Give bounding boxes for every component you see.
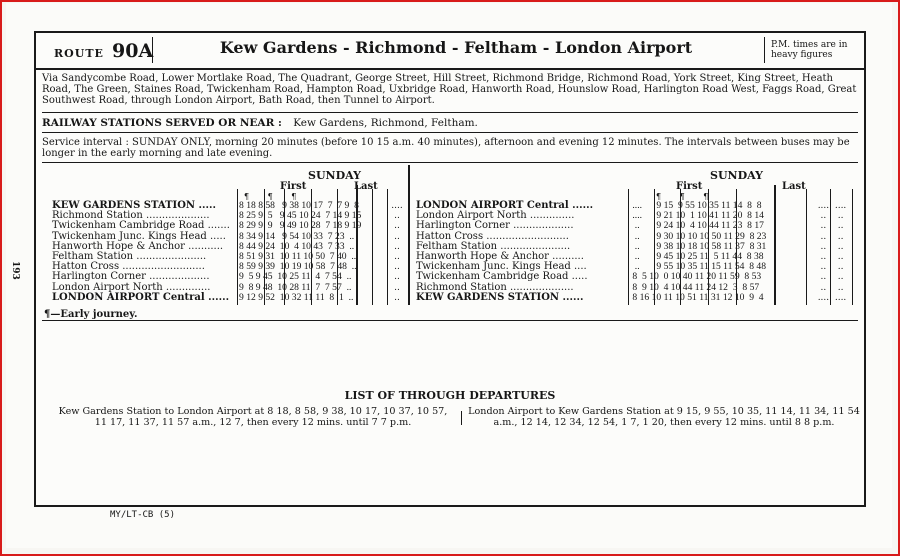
pm-note-box (764, 37, 859, 63)
through-departures-title: LIST OF THROUGH DEPARTURES (344, 389, 556, 402)
stop-name: Hatton Cross .......................... (52, 261, 205, 273)
time-row: .. 9 45 10 25 11 5 11 44 8 38 (630, 250, 764, 262)
time-row: 8 16 10 11 10 51 11 31 12 10 9 4 (630, 291, 764, 303)
time-row: .... 9 15 9 55 10 35 11 14 8 8 (630, 200, 762, 211)
last-heading: Last (782, 181, 806, 192)
column-rule (628, 189, 629, 305)
route-title: Kew Gardens - Richmond - Feltham - London Airport (219, 38, 693, 57)
column-rule (237, 189, 238, 305)
stop-name: Richmond Station .................... (416, 281, 574, 293)
column-rule-bold (356, 185, 358, 305)
divider (42, 132, 858, 133)
empty-column: .... .. .. .. .. .. .. .. .. .. (391, 201, 403, 303)
route-number: 90A (112, 40, 154, 62)
route-header (36, 33, 864, 70)
time-grid (239, 201, 389, 303)
time-grid (630, 201, 806, 303)
time-row: 8 51 9 31 10 11 10 50 7 40 .. (239, 250, 357, 262)
column-rule (387, 189, 388, 305)
time-row: .. 9 24 10 4 10 44 11 23 8 17 (630, 220, 764, 232)
via-route-text: Via Sandycombe Road, Lower Mortlake Road, The Quadrant, George Street, Hill Street, Richmond Bridge, Richmond Road, York Street, King Street, Heath Road, The Green, Staines Road, Twickenham Road, Hampton Road, Uxbridge Road, Hanworth Road, Hounslow Road, Harlington Road West, Faggs Road, Great Southwest Road, through London Airport, Bath Road, then Tunnel to Airport. (42, 73, 857, 106)
column-rule (736, 189, 737, 305)
stop-name: Twickenham Junc. Kings Head .... (416, 261, 587, 273)
stop-name: Hanworth Hope & Anchor ........... (52, 240, 224, 252)
timetable-outbound (36, 163, 406, 309)
stop-list (416, 201, 602, 303)
column-rule (830, 189, 831, 305)
time-row: .. 9 55 10 35 11 15 11 54 8 48 (630, 261, 766, 273)
timetable-card (34, 31, 866, 507)
railway-stations (42, 117, 478, 129)
time-row: 8 44 9 24 10 4 10 43 7 33 .. (239, 240, 355, 252)
column-rule (372, 189, 373, 305)
time-row: 9 5 9 45 10 25 11 4 7 54 .. (239, 271, 352, 283)
day-heading: SUNDAY (308, 169, 361, 182)
stop-name: London Airport North .............. (52, 281, 211, 293)
stop-name: Twickenham Cambridge Road ....... (52, 220, 230, 232)
divider (42, 320, 858, 321)
pm-note: P.M. times are in heavy figures (771, 40, 848, 60)
print-code: MY/LT-CB (5) (110, 510, 176, 520)
route-box (42, 37, 153, 63)
document-sheet (6, 3, 892, 548)
time-row: 8 9 10 4 10 44 11 24 12 3 8 57 (630, 281, 760, 293)
through-separator (461, 411, 462, 425)
day-heading: SUNDAY (710, 169, 763, 182)
early-journey-marks: ¶ ¶ ¶ (244, 192, 305, 201)
empty-column: .... .... .. .. .. .. .. .. .. .. .. .. .. .. .. .. .. .. .... .... (817, 201, 847, 303)
stop-list (52, 201, 238, 303)
through-departures-outbound: Kew Gardens Station to London Airport at 8 18, 8 58, 9 38, 10 17, 10 37, 10 57, 11 17, 11 37, 11 57 a.m., 12 7, then every 12 mins. until 7 7 p.m. (58, 406, 448, 428)
stop-name: Hanworth Hope & Anchor .......... (416, 250, 584, 262)
time-row: 8 25 9 5 9 45 10 24 7 14 9 15 (239, 210, 362, 222)
stop-name: London Airport North .............. (416, 210, 575, 222)
stop-name: LONDON AIRPORT Central ...... (52, 291, 230, 303)
column-rule-bold (774, 185, 776, 305)
column-rule (654, 189, 655, 305)
stop-name: KEW GARDENS STATION ..... (52, 200, 216, 211)
stop-name: Richmond Station .................... (52, 210, 210, 222)
time-row: 9 8 9 48 10 28 11 7 7 57 .. (239, 281, 352, 293)
time-row: 8 34 9 14 9 54 10 33 7 23 .. (239, 230, 355, 242)
railway-value: Kew Gardens, Richmond, Feltham. (293, 117, 478, 129)
time-row: 8 18 8 58 9 38 10 17 7 7 9 8 (239, 200, 359, 211)
column-rule (806, 189, 807, 305)
early-journey-marks: ¶ ¶ ¶ (656, 192, 717, 201)
time-row: 8 5 10 0 10 40 11 20 11 59 8 53 (630, 271, 762, 283)
column-rule (337, 189, 338, 305)
stop-name: Twickenham Junc. Kings Head ..... (52, 230, 226, 242)
divider (42, 112, 858, 113)
stop-name: LONDON AIRPORT Central ...... (416, 200, 594, 211)
last-heading: Last (354, 181, 378, 192)
stop-name: Twickenham Cambridge Road ..... (416, 271, 588, 283)
service-interval: Service interval : SUNDAY ONLY, morning 20 minutes (before 10 15 a.m. 40 minutes), afternoon and evening 12 minutes. The intervals between buses may be longer in the early morning and late evening. (42, 137, 850, 159)
stop-name: KEW GARDENS STATION ...... (416, 291, 584, 303)
time-row: .. 9 38 10 18 10 58 11 37 8 31 (630, 240, 767, 252)
first-heading: First (280, 181, 307, 192)
through-departures-inbound: London Airport to Kew Gardens Station at 9 15, 9 55, 10 35, 11 14, 11 34, 11 54 a.m., 12 14, 12 34, 12 54, 1 7, 1 20, then every 12 mins. until 8 8 p.m. (468, 406, 860, 428)
column-rule (284, 189, 285, 305)
stop-name: Harlington Corner ................... (52, 271, 210, 283)
time-row: 9 12 9 52 10 32 11 11 8 1 .. (239, 291, 354, 303)
column-rule (264, 189, 265, 305)
column-rule (311, 189, 312, 305)
early-journey-footnote: ¶—Early journey. (44, 309, 138, 320)
column-rule (708, 189, 709, 305)
stop-name: Hatton Cross .......................... (416, 230, 569, 242)
railway-label: RAILWAY STATIONS SERVED OR NEAR : (42, 117, 282, 129)
column-rule (680, 189, 681, 305)
page-number: 193 (10, 261, 20, 280)
time-row: .. 9 30 10 10 10 50 11 29 8 23 (630, 230, 767, 242)
stop-name: Harlington Corner ................... (416, 220, 574, 232)
first-heading: First (676, 181, 703, 192)
time-row: 8 59 9 39 10 19 10 58 7 48 .. (239, 261, 357, 273)
stop-name: Feltham Station ...................... (52, 250, 207, 262)
route-label: ROUTE (54, 47, 104, 60)
timetable-inbound (410, 163, 860, 309)
time-row: 8 29 9 9 9 49 10 28 7 18 9 19 (239, 220, 362, 232)
column-rule (852, 189, 853, 305)
time-row: .... 9 21 10 1 10 41 11 20 8 14 (630, 210, 764, 222)
stop-name: Feltham Station ...................... (416, 240, 571, 252)
